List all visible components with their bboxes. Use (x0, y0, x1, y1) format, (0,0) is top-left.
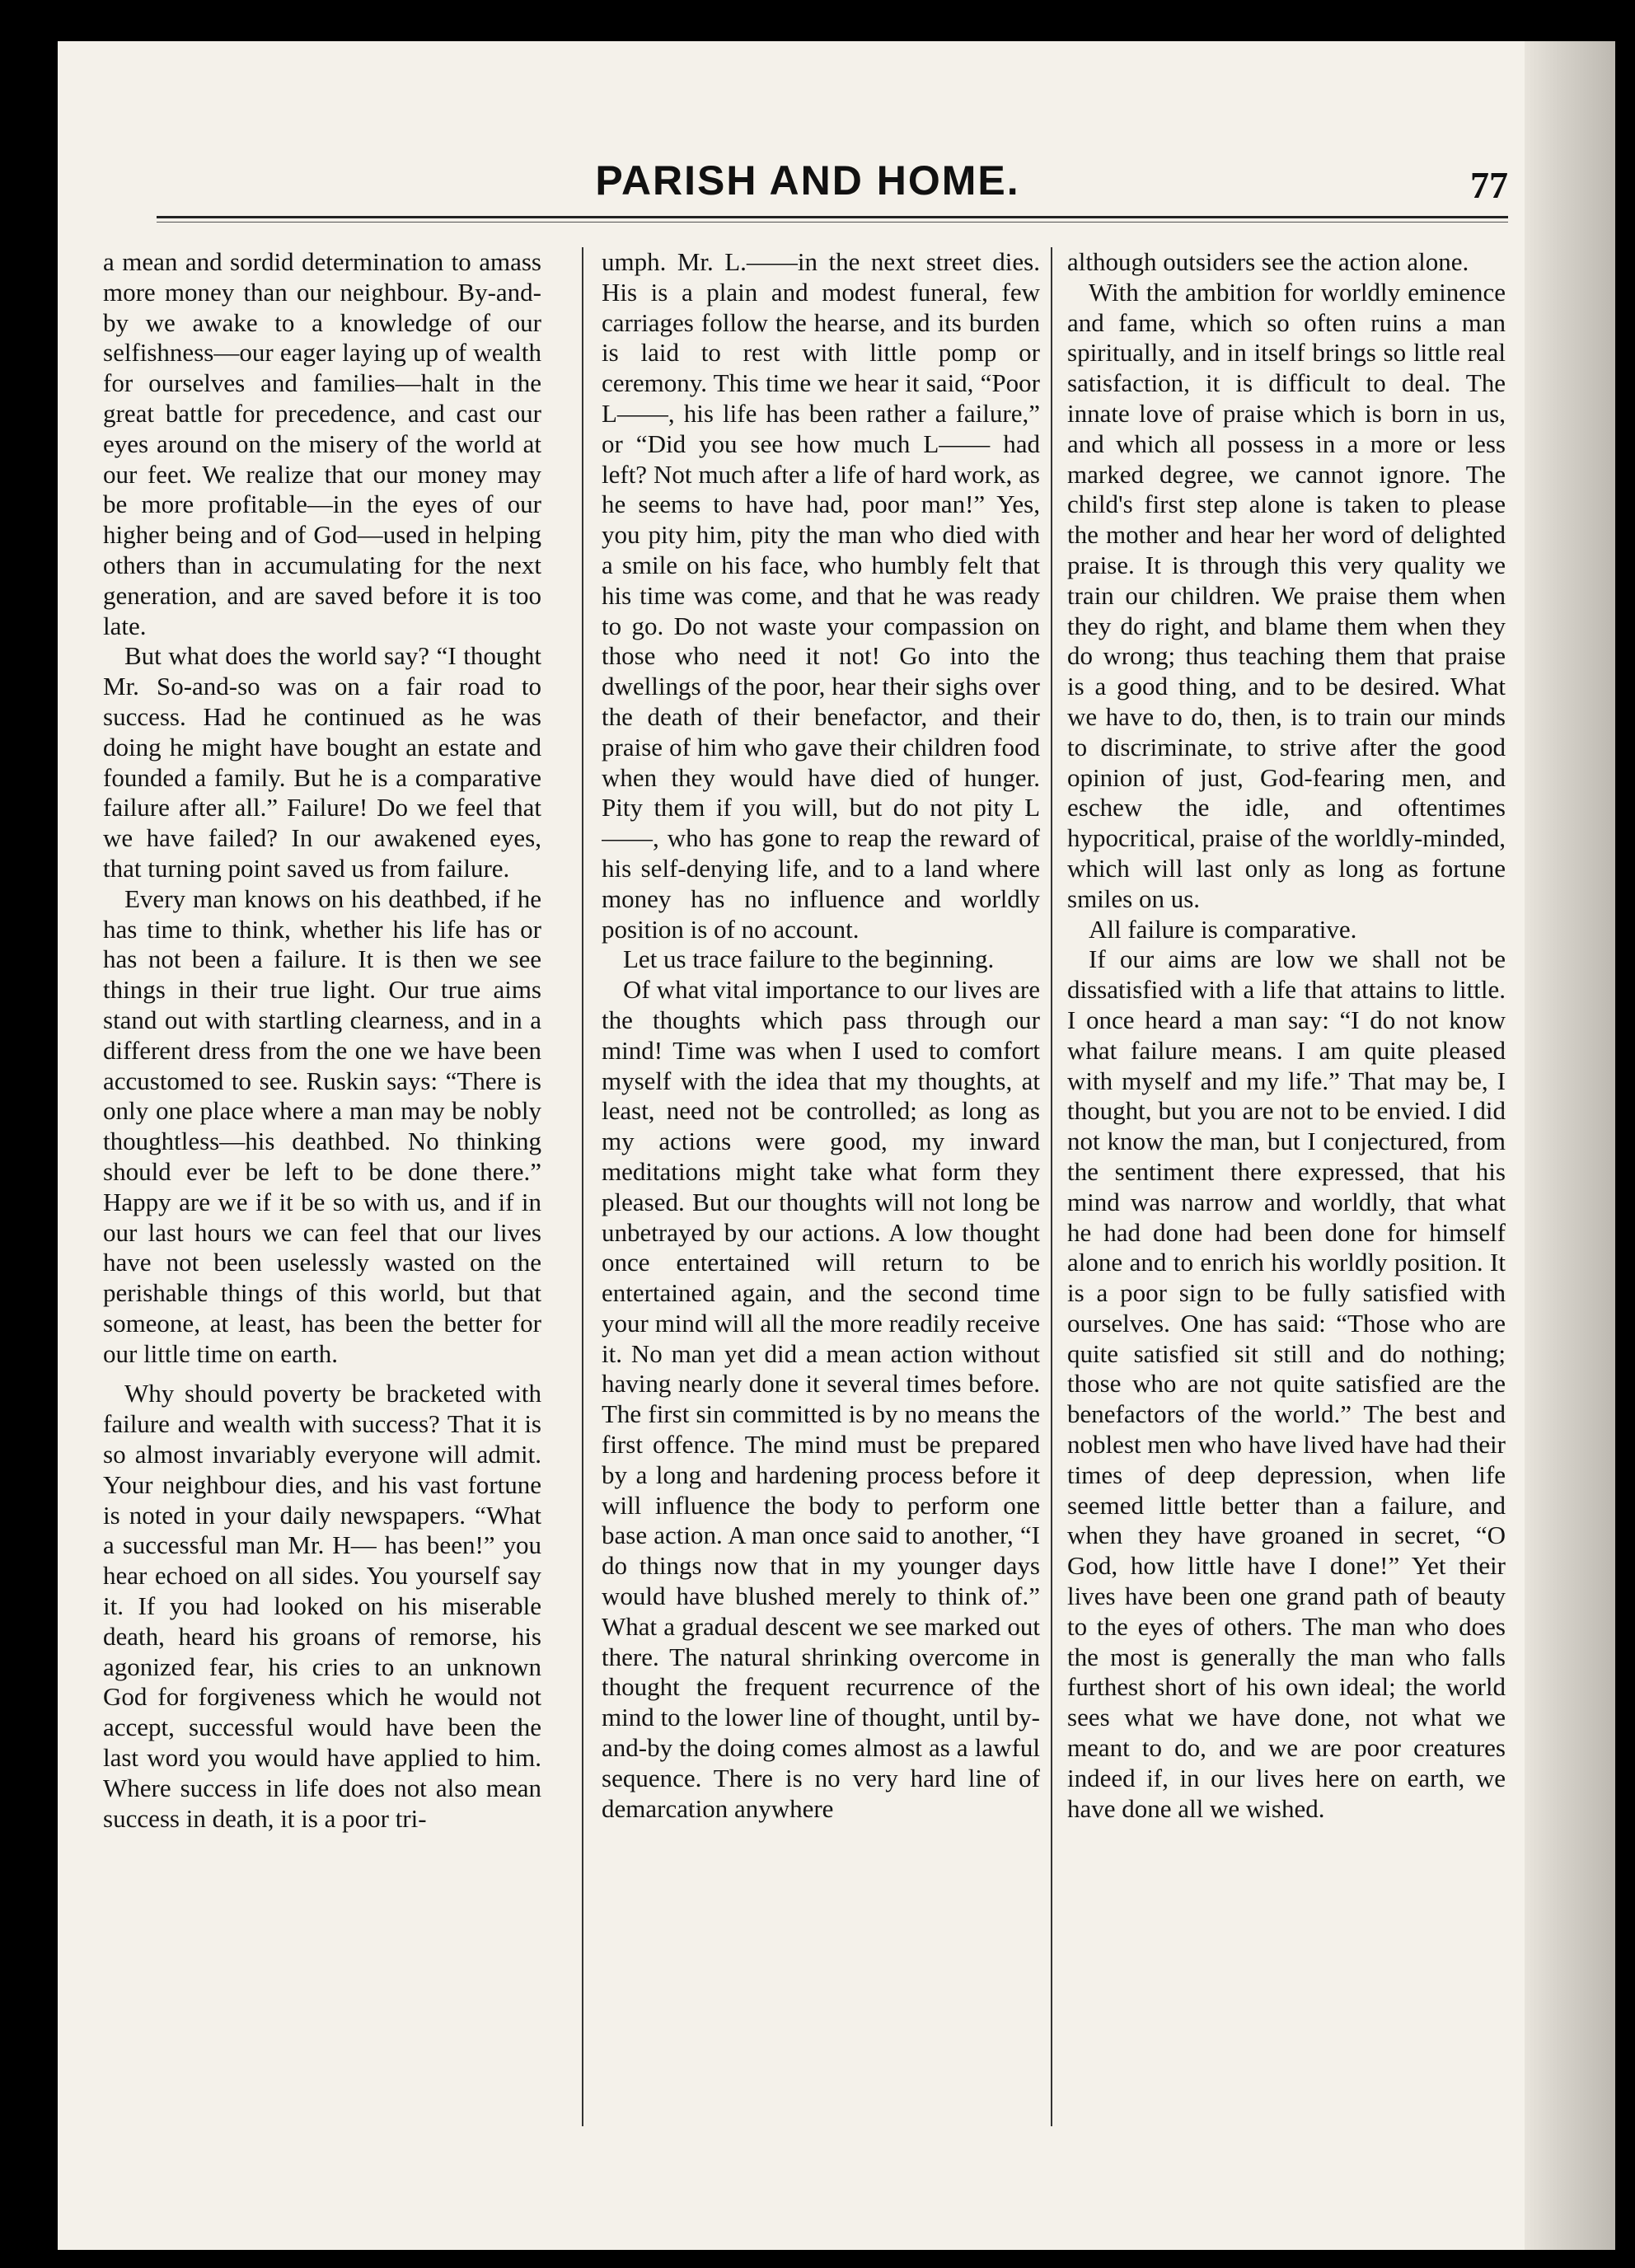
header-rule-thin (157, 222, 1508, 223)
paragraph: a mean and sordid determination to amass more money than our neighbour. By-and-by we awake to a knowledge of our selfishness—our eager laying up of wealth for ourselves and families—halt in the great battle for precedence, and cast our eyes around on the misery of the world at our feet. We realize that our money may be more profitable—in the eyes of our higher being and of God—used in helping others than in accumulating for the next generation, and are saved before it is too late. (103, 247, 541, 640)
column-divider (1051, 247, 1052, 2126)
binding-shadow (1525, 41, 1615, 2250)
running-header (107, 124, 1508, 223)
page-number: 77 (1470, 164, 1508, 206)
paragraph: Why should poverty be bracketed with failure and wealth with success? That it is so almost invariably everyone will admit. Your neighbour dies, and his vast fortune is noted in your daily newspapers. “What a successful man Mr. H— has been!” you hear echoed on all sides. You yourself say it. If you had looked on his miserable death, heard his groans of remorse, his agonized fear, his cries to an unknown God for forgiveness which he would not accept, successful would have been the last word you would have applied to him. Where success in life does not also mean success in death, it is a poor tri- (103, 1379, 541, 1833)
page-title: PARISH AND HOME. (595, 157, 1020, 204)
header-rule (157, 216, 1508, 218)
text-column-1 (103, 247, 541, 2134)
paragraph: If our aims are low we shall not be dissatisfied with a life that attains to little. I once heard a man say: “I do not know what failure means. I am quite pleased with myself and my life.” That may be, I thought, but you are not to be envied. I did not know the man, but I conjectured, from the sentiment there expressed, that his mind was narrow and worldly, that what he had done had been done for himself alone and to enrich his worldly position. It is a poor sign to be fully satisfied with ourselves. One has said: “Those who are quite satisfied sit still and do nothing; those who are not quite satisfied are the benefactors of the world.” The best and noblest men who have lived have had their times of deep depression, when life seemed little better than a failure, and when they have groaned in secret, “O God, how little have I done!” Yet their lives have been one grand path of beauty to the eyes of others. The man who does the most is generally the man who falls furthest short of his own ideal; the world sees what we have done, not what we meant to do, and we are poor creatures indeed if, in our lives here on earth, we have done all we wished. (1067, 944, 1506, 1823)
paragraph: But what does the world say? “I thought Mr. So-and-so was on a fair road to success. Had he continued as he was doing he might have bought an estate and founded a family. But he is a comparative failure after all.” Failure! Do we feel that we have failed? In our awakened eyes, that turning point saved us from failure. (103, 641, 541, 883)
paragraph: With the ambition for worldly eminence and fame, which so often ruins a man spiritually, and in itself brings so little real satisfaction, it is difficult to deal. The innate love of praise which is born in us, and which all possess in a more or less marked degree, we cannot ignore. The child's first step alone is taken to please the mother and hear her word of delighted praise. It is through this very quality we train our children. We praise them when they do right, and blame them when they do wrong; thus teaching them that praise is a good thing, and to be desired. What we have to do, then, is to train our minds to discriminate, to strive after the good opinion of just, God-fearing men, and eschew the idle, and oftentimes hypocritical, praise of the worldly-minded, which will last only as long as fortune smiles on us. (1067, 277, 1506, 913)
text-column-2 (602, 247, 1040, 2134)
paragraph: Of what vital importance to our lives are the thoughts which pass through our mind! Time was when I used to comfort myself with the idea that my thoughts, at least, need not be controlled; as long as my actions were good, my inward meditations might take what form they pleased. But our thoughts will not long be unbetrayed by our actions. A low thought once entertained will return to be entertained again, and the second time your mind will all the more readily receive it. No man yet did a mean action without having nearly done it several times before. The first sin committed is by no means the first offence. The mind must be prepared by a long and hardening process before it will influence the body to perform one base action. A man once said to another, “I do things now that in my younger days would have blushed merely to think of.” What a gradual descent we see marked out there. The natural shrinking overcome in thought the frequent recurrence of the mind to the lower line of thought, until by-and-by the doing comes almost as a lawful sequence. There is no very hard line of demarcation anywhere (602, 975, 1040, 1823)
paragraph: although outsiders see the action alone. (1067, 247, 1469, 276)
column-divider (582, 247, 583, 2126)
paragraph: umph. Mr. L.——in the next street dies. His is a plain and modest funeral, few carriages follow the hearse, and its burden is laid to rest with little pomp or ceremony. This time we hear it said, “Poor L——, his life has been rather a failure,” or “Did you see how much L—— had left? Not much after a life of hard work, as he seems to have had, poor man!” Yes, you pity him, pity the man who died with a smile on his face, who humbly felt that his time was come, and that he was ready to go. Do not waste your compassion on those who need it not! Go into the dwellings of the poor, hear their sighs over the death of their benefactor, and their praise of him who gave their children food when they would have died of hunger. Pity them if you will, but do not pity L——, who has gone to reap the reward of his self-denying life, and to a land where money has no influence and worldly position is of no account. (602, 247, 1040, 944)
paragraph: Let us trace failure to the beginning. (623, 944, 995, 974)
paragraph: All failure is comparative. (1089, 914, 1357, 944)
paragraph: Every man knows on his deathbed, if he has time to think, whether his life has or has not been a failure. It is then we see things in their true light. Our true aims stand out with startling clearness, and in a different dress from the one we have been accustomed to see. Ruskin says: “There is only one place where a man may be nobly thoughtless—his deathbed. No thinking should ever be left to be done there.” Happy are we if it be so with us, and if in our last hours we can feel that our lives have not been uselessly wasted on the perishable things of this world, but that someone, at least, has been the better for our little time on earth. (103, 883, 541, 1368)
text-column-3 (1067, 247, 1506, 2134)
